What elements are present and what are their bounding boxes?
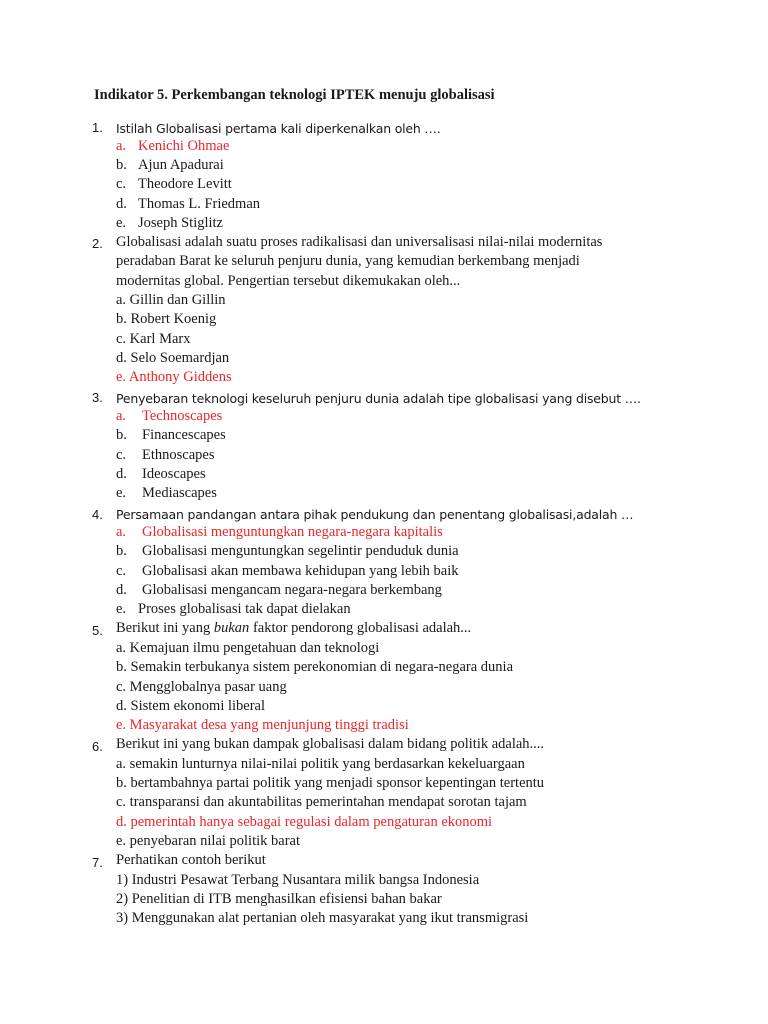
list-item: 1) Industri Pesawat Terbang Nusantara milik bangsa Indonesia <box>116 872 480 888</box>
question-stem: Globalisasi adalah suatu proses radikalisasi dan universalisasi nilai-nilai modernitas peradaban Barat ke seluruh penjuru dunia, yang kemudian berkembang menjadi modernitas global. Pengertian tersebut dikemukakan oleh... <box>116 234 603 289</box>
answer-option: b. Globalisasi menguntungkan segelintir penduduk dunia <box>116 543 459 559</box>
answer-option: d. Selo Soemardjan <box>116 350 230 366</box>
answer-option: b. Semakin terbukanya sistem perekonomian di negara-negara dunia <box>116 659 514 675</box>
answer-option: e. Joseph Stiglitz <box>116 215 223 231</box>
answer-option: e. Proses globalisasi tak dapat dielakan <box>116 601 351 617</box>
answer-option: c. Mengglobalnya pasar uang <box>116 679 287 695</box>
question-number: 6. <box>92 739 103 754</box>
question-stem: Berikut ini yang bukan dampak globalisasi dalam bidang politik adalah.... <box>116 736 545 752</box>
answer-option: b. bertambahnya partai politik yang menjadi sponsor kepentingan tertentu <box>116 775 545 791</box>
question-stem: Penyebaran teknologi keseluruh penjuru dunia adalah tipe globalisasi yang disebut …. <box>116 391 641 406</box>
question-stem: Istilah Globalisasi pertama kali diperkenalkan oleh …. <box>116 121 441 136</box>
answer-option: d. Sistem ekonomi liberal <box>116 698 266 714</box>
answer-option: a. semakin lunturnya nilai-nilai politik yang berdasarkan kekeluargaan <box>116 756 525 772</box>
answer-option: a. Gillin dan Gillin <box>116 292 226 308</box>
answer-option: c. Ethnoscapes <box>116 447 215 463</box>
answer-option: d. Ideoscapes <box>116 466 206 482</box>
answer-option: c. Theodore Levitt <box>116 176 232 192</box>
question-number: 3. <box>92 390 103 405</box>
question-number: 1. <box>92 120 103 135</box>
answer-option: c. transparansi dan akuntabilitas pemerintahan mendapat sorotan tajam <box>116 794 527 810</box>
answer-option: d. Thomas L. Friedman <box>116 196 261 212</box>
question-number: 2. <box>92 236 103 251</box>
answer-option: e. penyebaran nilai politik barat <box>116 833 300 849</box>
answer-option: a. Kemajuan ilmu pengetahuan dan teknologi <box>116 640 380 656</box>
question-number: 7. <box>92 855 103 870</box>
answer-option: b. Financescapes <box>116 427 226 443</box>
list-item: 3) Menggunakan alat pertanian oleh masyarakat yang ikut transmigrasi <box>116 910 529 926</box>
answer-option: a. Globalisasi menguntungkan negara-negara kapitalis <box>116 524 443 540</box>
answer-option: e. Anthony Giddens <box>116 369 232 385</box>
answer-option: e. Mediascapes <box>116 485 217 501</box>
answer-option: a. Kenichi Ohmae <box>116 138 230 154</box>
question-stem: Persamaan pandangan antara pihak pendukung dan penentang globalisasi,adalah … <box>116 507 634 522</box>
question-stem: Berikut ini yang bukan faktor pendorong globalisasi adalah... <box>116 620 472 636</box>
answer-option: d. pemerintah hanya sebagai regulasi dalam pengaturan ekonomi <box>116 814 493 830</box>
answer-option: a. Technoscapes <box>116 408 223 424</box>
question-number: 5. <box>92 623 103 638</box>
question-stem: Perhatikan contoh berikut <box>116 852 266 868</box>
list-item: 2) Penelitian di ITB menghasilkan efisiensi bahan bakar <box>116 891 442 907</box>
answer-option: c. Globalisasi akan membawa kehidupan yang lebih baik <box>116 563 459 579</box>
page-title: Indikator 5. Perkembangan teknologi IPTEK menuju globalisasi <box>94 87 495 103</box>
answer-option: e. Masyarakat desa yang menjunjung tinggi tradisi <box>116 717 409 733</box>
answer-option: c. Karl Marx <box>116 331 191 347</box>
question-number: 4. <box>92 507 103 522</box>
answer-option: d. Globalisasi mengancam negara-negara berkembang <box>116 582 442 598</box>
answer-option: b. Robert Koenig <box>116 311 217 327</box>
answer-option: b. Ajun Apadurai <box>116 157 224 173</box>
